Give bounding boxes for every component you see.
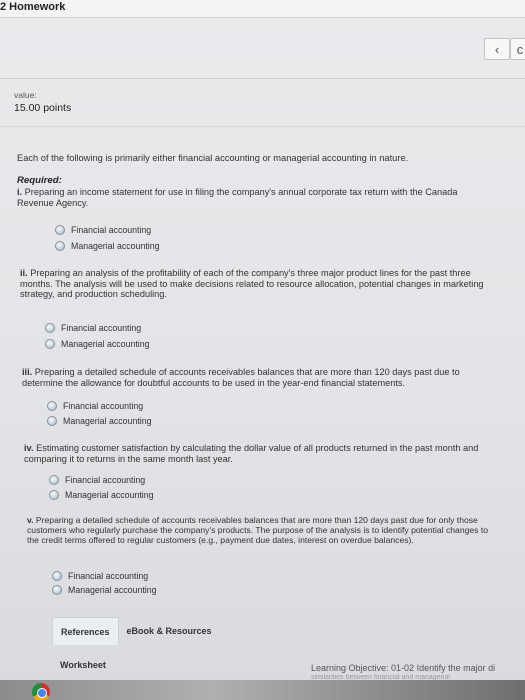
option-label: Financial accounting	[68, 571, 149, 581]
question-text: Estimating customer satisfaction by calculating the dollar value of all products returned in the past month and comparing it to returns in the same month last year.	[24, 443, 479, 464]
option-label: Managerial accounting	[71, 241, 160, 251]
question-text: Preparing an analysis of the profitability of each of the company's three major product lines for the past three months. The analysis will be used to make decisions related to resource allocation, potential changes in marketing strategy, and production scheduling.	[20, 268, 484, 299]
option-label: Managerial accounting	[61, 339, 150, 349]
divider	[0, 78, 525, 79]
radio-button-icon[interactable]	[55, 241, 65, 251]
question-number: v.	[27, 515, 34, 525]
option-label: Managerial accounting	[63, 416, 152, 426]
taskbar	[0, 680, 525, 700]
radio-button-icon[interactable]	[45, 339, 55, 349]
q5-option-managerial[interactable]	[52, 585, 157, 595]
value-label: value:	[14, 90, 37, 100]
option-label: Managerial accounting	[68, 585, 157, 595]
question-number: ii.	[20, 268, 28, 278]
question-text: Preparing an income statement for use in filing the company's annual corporate tax return with the Canada Revenue Agency.	[17, 187, 458, 208]
option-label: Financial accounting	[61, 323, 142, 333]
question-4	[24, 443, 499, 464]
next-icon: c	[516, 41, 524, 57]
chevron-left-icon: ‹	[494, 41, 500, 57]
radio-button-icon[interactable]	[47, 401, 57, 411]
q1-option-financial[interactable]	[55, 225, 151, 235]
radio-button-icon[interactable]	[45, 323, 55, 333]
radio-button-icon[interactable]	[47, 416, 57, 426]
worksheet-label[interactable]: Worksheet	[60, 660, 106, 670]
resource-tabs	[52, 617, 220, 645]
divider	[0, 126, 525, 127]
option-label: Financial accounting	[71, 225, 152, 235]
q2-option-financial[interactable]	[45, 323, 141, 333]
option-label: Managerial accounting	[65, 490, 154, 500]
question-number: iii.	[22, 367, 33, 377]
question-2	[20, 268, 495, 300]
question-text: Preparing a detailed schedule of accounts receivables balances that are more than 120 days past due for only those customers who regularly purchase the company's products. The purpose of the analysis is to identify potential changes to the credit terms offered to regular customers (e.g., payment due dates, interest on overdue balances).	[27, 515, 489, 545]
option-label: Financial accounting	[65, 475, 146, 485]
radio-button-icon[interactable]	[52, 585, 62, 595]
q4-option-managerial[interactable]	[49, 490, 154, 500]
question-5	[27, 516, 497, 545]
q1-option-managerial[interactable]	[55, 241, 160, 251]
option-label: Financial accounting	[63, 401, 144, 411]
q2-option-managerial[interactable]	[45, 339, 150, 349]
radio-button-icon[interactable]	[49, 490, 59, 500]
q3-option-financial[interactable]	[47, 401, 143, 411]
top-bar	[0, 0, 525, 18]
tab-references[interactable]: References	[52, 617, 119, 645]
q3-option-managerial[interactable]	[47, 416, 152, 426]
question-number: iv.	[24, 443, 34, 453]
learning-objective-continued: similarities between financial and managerial	[311, 674, 450, 680]
question-intro: Each of the following is primarily either financial accounting or managerial accounting in nature.	[17, 153, 409, 163]
question-1	[17, 187, 487, 208]
learning-objective: Learning Objective: 01-02 Identify the major di	[311, 663, 496, 673]
assignment-title: 2 Homework	[0, 1, 66, 13]
q5-option-financial[interactable]	[52, 571, 148, 581]
question-3	[22, 367, 497, 388]
next-button[interactable]	[510, 38, 525, 60]
radio-button-icon[interactable]	[52, 571, 62, 581]
radio-button-icon[interactable]	[49, 475, 59, 485]
q4-option-financial[interactable]	[49, 475, 145, 485]
value-points: 15.00 points	[14, 102, 72, 114]
question-text: Preparing a detailed schedule of accounts receivables balances that are more than 120 days past due to determine the allowance for doubtful accounts to be used in the year-end financial statements.	[22, 367, 460, 388]
question-number: i.	[17, 187, 23, 197]
previous-button[interactable]	[484, 38, 510, 60]
tab-ebook-resources[interactable]: eBook & Resources	[126, 626, 212, 636]
radio-button-icon[interactable]	[55, 225, 65, 235]
chrome-icon[interactable]	[32, 683, 50, 700]
required-label: Required:	[17, 175, 62, 186]
